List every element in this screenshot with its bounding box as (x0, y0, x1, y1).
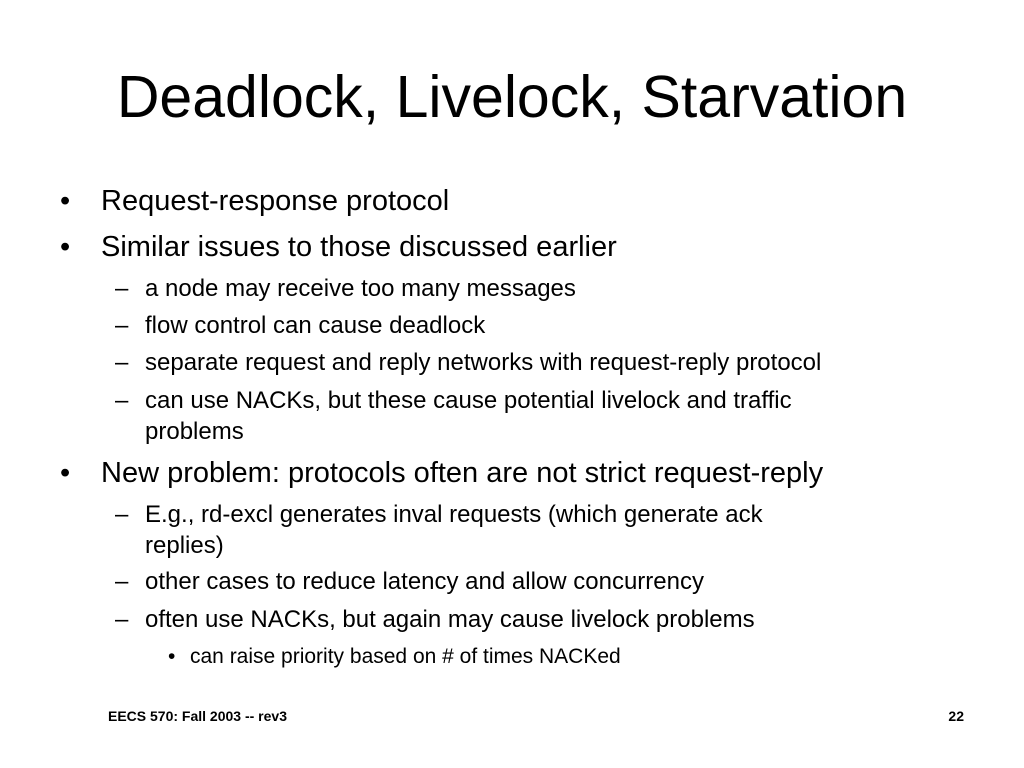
slide-number: 22 (948, 708, 964, 724)
sub-bullet-text: E.g., rd-excl generates inval requests (which generate ack (145, 501, 763, 528)
sub-bullet-text: other cases to reduce latency and allow concurrency (145, 568, 704, 595)
sub-bullet-item (0, 273, 1024, 305)
bullet-marker: • (60, 457, 71, 489)
small-bullet-marker: • (168, 645, 176, 668)
bullet-item (0, 184, 1024, 220)
bullet-item (0, 230, 1024, 266)
sub-bullet-item (0, 385, 1024, 447)
sub-bullet-item (0, 347, 1024, 379)
dash-marker: – (115, 387, 129, 414)
dash-marker: – (115, 349, 129, 376)
footer-course-label: EECS 570: Fall 2003 -- rev3 (108, 708, 287, 724)
sub-bullet-item (0, 566, 1024, 598)
dash-marker: – (115, 312, 129, 339)
sub-bullet-text: flow control can cause deadlock (145, 312, 486, 339)
bullet-marker: • (60, 231, 71, 263)
dash-marker: – (115, 606, 129, 633)
bullet-text: New problem: protocols often are not strict request-reply (101, 457, 824, 489)
sub-bullet-text: separate request and reply networks with request-reply protocol (145, 349, 822, 376)
sub-bullet-item (0, 499, 1024, 561)
bullet-marker: • (60, 185, 71, 217)
sub-bullet-text: can use NACKs, but these cause potential livelock and traffic (145, 387, 792, 414)
sub-bullet-text-continued: replies) (145, 532, 224, 559)
sub-bullet-item (0, 310, 1024, 342)
dash-marker: – (115, 568, 129, 595)
sub-bullet-text: a node may receive too many messages (145, 275, 576, 302)
bullet-item (0, 456, 1024, 492)
dash-marker: – (115, 275, 129, 302)
dash-marker: – (115, 501, 129, 528)
slide-title: Deadlock, Livelock, Starvation (116, 64, 908, 130)
sub-bullet-text-continued: problems (145, 418, 244, 445)
sub-bullet-text: often use NACKs, but again may cause livelock problems (145, 606, 755, 633)
bullet-text: Request-response protocol (101, 185, 450, 217)
bullet-text: Similar issues to those discussed earlier (101, 231, 617, 263)
sub-sub-bullet-item (0, 644, 1024, 672)
sub-sub-bullet-text: can raise priority based on # of times NACKed (190, 645, 621, 668)
sub-bullet-item (0, 604, 1024, 636)
